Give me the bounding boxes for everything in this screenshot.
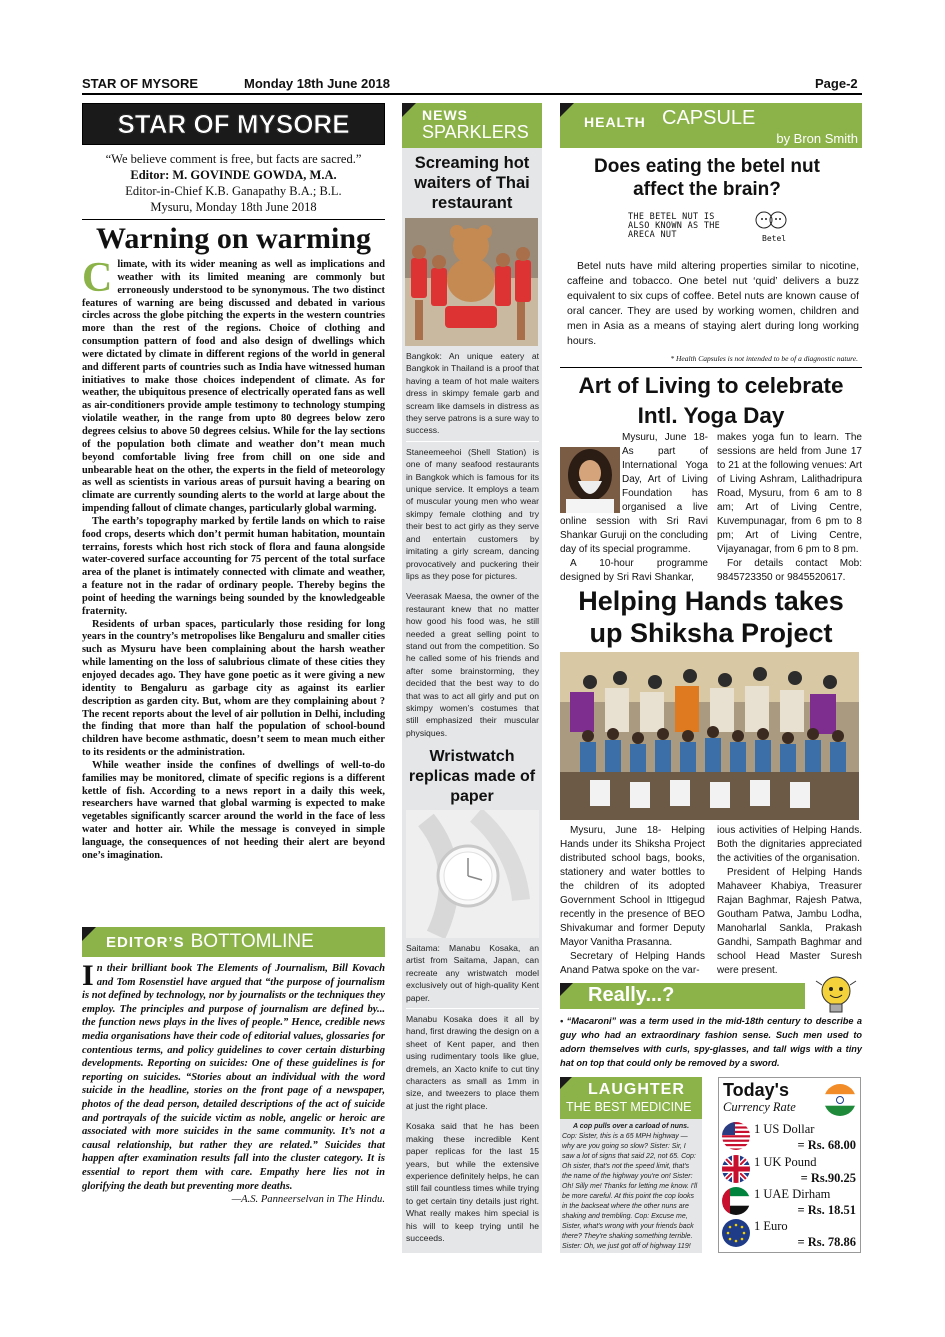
health-banner [560, 103, 862, 148]
helping-col1-p2: Secretary of Helping Hands Anand Patwa spoke on the var- [560, 951, 705, 976]
thai-waiters-photo [405, 218, 538, 346]
editorial-dropcap: C [82, 255, 113, 301]
bottomline-body [82, 959, 385, 1207]
helping-col1-p1: Mysuru, June 18- Helping Hands under its Shiksha Project distributed school bags, books, stationery and water bottles to the children of its adopted Government School in Ittigegud recently in the presence of BEO Shivakumar and former Deputy Mayor Vanitha Prasanna. [560, 825, 705, 948]
sparklers-story1-text [406, 350, 539, 739]
editorial-para-3: Residents of urban spaces, particularly those residing for long years in the country’s metropolises like Bengaluru and smaller cities such as Mysuru have been complaining about the harsh weather while lamenting on the loss of salubrious climate of these cities they enjoyed decades ago. They have gone poetic as it were giving a new identity to Bengaluru as garbage city as against its earlier description as garden city. But, whom are they complaining about ? The recent reports about the level of air pollution in Delhi, including the finding that more than half the population of school-bound children have become asthmatic, doesn’t seem to mean much either to its residents or the administration. [82, 618, 385, 759]
school-children-illustration [560, 652, 859, 820]
really-corner [560, 983, 573, 996]
header-page-number: Page-2 [815, 76, 858, 91]
laughter-banner [560, 1077, 702, 1119]
currency-gbp-name: 1 UK Pound [754, 1155, 817, 1169]
helping-col2-p1: ious activities of Helping Hands. Both the dignitaries appreciated the activities of the organisation. [717, 825, 862, 864]
health-headline: Does eating the betel nut affect the brain? [594, 156, 820, 200]
editorial-para-2: The earth’s topography marked by fertile lands on which to raise food crops, deserts which don’t permit human habitation, mountain terrains, forests which host rich stock of flora and fauna alongside water-covered surface accounting for 75 percent of the total surface area of the planet is intimately connected with climate and weather, a feature not in the radar of ordinary people. Thereby begins the point of heeding the warnings being sounded by the knowledgeable fraternity. [82, 515, 385, 617]
sparklers-label-b: SPARKLERS [422, 122, 529, 142]
currency-usd-value: = Rs. 68.00 [797, 1138, 856, 1152]
bottomline-label-a: EDITOR’S [106, 933, 185, 951]
editorial-para-1: limate, with its wider meaning as well as implications and weather with its limited meaning are commonly but erroneously understood to be synonymous. The two distinct features of warning are being discussed and debated in various circles across the globe pitching the experts in the western countries more than the rest of the regions. Choice of clothing and consumption pattern of food and also design of dwellings which were dictated by climate in different regions of the world in general and different parts of countries such as India have witnessed human initiatives to make those choices independent of climate. As for weather, the ubiquitous presence of electrically operated fans as well as air-conditioners provide ample testimony to technology stumping violatile weather, in the range from upto 80 degrees below zero degrees celsius to above 50 degrees celsius. While for the lay sections of the population both climate and weather don’t mean much beyond comfortable living free from chill on one side and unbearable heat on the other, the experts in the field of meteorology as well as scientists in various areas of pursuit having a bearing on climate are currently sounding alerts to the world at large about the impending fallout of climate changes, particularly global warming. [82, 259, 385, 515]
currency-eur-value: = Rs. 78.86 [797, 1235, 856, 1249]
us-flag-icon [722, 1122, 750, 1150]
paper-watch-illustration [406, 810, 539, 938]
masthead-editor-in-chief: Editor-in-Chief K.B. Ganapathy B.A.; B.L. [125, 184, 342, 198]
header-rule [82, 93, 862, 95]
health-rule [560, 367, 862, 368]
currency-row-usd [722, 1122, 858, 1152]
sparklers-story2-text [406, 942, 539, 1244]
bottomline-corner [82, 927, 96, 941]
currency-usd-name: 1 US Dollar [754, 1122, 815, 1136]
currency-aed-name: 1 UAE Dirham [754, 1187, 831, 1201]
masthead-dateline: Mysuru, Monday 18th June 2018 [150, 200, 317, 214]
uk-flag-icon [722, 1155, 750, 1183]
sparklers-corner [402, 103, 416, 117]
currency-eur-name: 1 Euro [754, 1219, 788, 1233]
helping-hands-photo [560, 652, 859, 820]
editorial-body [82, 255, 385, 863]
helping-col1 [560, 824, 705, 978]
really-banner [560, 983, 805, 1009]
yoga-col1-p2: A 10-hour programme designed by Sri Ravi Shankar, [560, 558, 708, 583]
helping-headline: Helping Hands takes up Shiksha Project [578, 586, 844, 648]
sparklers-story2-p3: Kosaka said that he has been making these incredible Kent paper replicas for the last 15 years, but while the extensive experience definitely helps, he can still fail countless times while trying to get certain tiny details just right. What really makes him special is his will to keep trying until he succeeds. [406, 1121, 539, 1243]
laughter-body [562, 1122, 700, 1252]
currency-subtitle: Currency Rate [723, 1100, 796, 1114]
bottomline-dropcap: I [82, 959, 94, 992]
yoga-col2 [717, 431, 862, 585]
yoga-col1 [560, 431, 708, 585]
currency-aed-value: = Rs. 18.51 [797, 1203, 856, 1217]
sparklers-story1-caption: Bangkok: An unique eatery at Bangkok in Thailand is a proof that having a team of hot male waiters dress in skimpy female garb and scream like damsels in distress as they serve patrons is a sure way to success. [406, 351, 539, 436]
uae-flag-icon [722, 1187, 750, 1215]
bottomline-banner [82, 927, 385, 957]
health-byline: by Bron Smith [776, 131, 858, 146]
yoga-headline: Art of Living to celebrate Intl. Yoga Day [578, 373, 844, 428]
health-body: Betel nuts have mild altering properties similar to nicotine, caffeine and tobacco. One betel nut ‘quid’ delivers a buzz equivalent to six cups of coffee. Betel nuts are known cause of oral cancer. They are used by working women, children and men in Asia as a means of staying alert during long working hours. [567, 260, 859, 347]
laughter-joke: Cop: Sister, this is a 65 MPH highway — why are you going so slow? Sister: Sir, I saw a lot of signs that said 22, not 65. Cop: Oh sister, that's not the speed limit, that's the name of the highway you're on! Sister: Oh! Silly me! Thanks for letting me know. I'll be more careful. At this point the cop looks in the backseat where the other nuns are shaking and trembling. Cop: Excuse me, Sister, what's wrong with your friends back there? They're shaking something terrible. Sister: Oh, we just got off of highway 119! [562, 1133, 698, 1250]
really-text-word: “Macaroni” [566, 1016, 617, 1026]
health-label-a: HEALTH [584, 114, 646, 130]
really-body [560, 1014, 862, 1070]
masthead-logo-box [82, 103, 385, 145]
thai-waiters-illustration [405, 218, 538, 346]
bottomline-text: n their brilliant book The Elements of Journalism, Bill Kovach and Tom Rosenstiel have argued that “the purpose of journalism is not defined by technology, nor by journalists or the techniques they employ. The principles and purpose of journalism are defined by... the function news plays in the lives of people.” Hence, credible news media organisations have their code of editorial values, glossaries for contentious terms, and policy guidelines to cover certain disturbing developments. Reporting on suicides: One of these guidelines is for reporting on suicides. “Stories about an individual with the word suicide in the headline, stories on the front page of a newspaper, photos of the dead person, detailed descriptions of the act of suicide and portrayals of the suicide victim as noble, angelic or heroic are associated with more suicides in the same community. It’s not a causal relationship, but rather they are related.” Suicides that happen after examination results fall into the cluster category. It is essential to report them with care. Empathy here lies not in glorifying the death but preventing more deaths. [82, 963, 385, 1192]
bottomline-credit: —A.S. Panneerselvan in The Hindu. [231, 1194, 385, 1206]
sparklers-story2-caption: Saitama: Manabu Kosaka, an artist from Saitama, Japan, can recreate any wristwatch model exclusively out of high-quality Kent paper. [406, 943, 539, 1003]
yoga-col2-p1: makes yoga fun to learn. The sessions are held from June 17 to 21 at the following venues: Art of Living Ashram, Lalithadripura Road, Mysuru, from 6 am to 8 am; Art of Living Centre, Kuvempunagar, from 6 pm to 8 pm; Art of Living Centre, Vijayanagar, from 6 pm to 8 pm. [717, 432, 862, 555]
currency-row-eur [722, 1219, 858, 1249]
health-cartoon-label: Betel [762, 234, 787, 243]
really-bullet: • [560, 1016, 567, 1026]
health-corner [560, 103, 574, 117]
yoga-col2-p2: For details contact Mob: 9845723350 or 9845520617. [717, 558, 862, 583]
health-cartoon-text: THE BETEL NUT IS ALSO KNOWN AS THE ARECA NUT [628, 212, 721, 240]
sparklers-story1-p2: Staneemeehoi (Shell Station) is one of many seafood restaurants in Bangkok which is famous for its unique service. It employs a team of muscular young men who wear skimpy female clothing and try their best to act girly as they serve and entertain customers by imitating a girly scream, dancing provocatively and puckering their lips as they pose for pictures. [406, 446, 539, 581]
india-flag-icon [823, 1083, 857, 1117]
editorial-para-4: While weather inside the confines of dwellings of well-to-do families may be monitored, climate of specific regions is a different kettle of fish. According to a news report in a daily this week, researchers have warned that global warming is expected to make vegetables significantly scarcer around the world in the face of less water and hotter air. While the message is conveyed in simple language, the consequences of not heeding their alert are beyond one’s imagination. [82, 759, 385, 861]
header-date: Monday 18th June 2018 [244, 76, 390, 91]
bottomline-label-b: BOTTOMLINE [190, 931, 314, 952]
editorial-headline: Warning on warming [95, 222, 372, 255]
masthead-motto: “We believe comment is free, but facts are sacred.” [105, 152, 362, 166]
masthead-logo: STAR OF MYSORE [117, 108, 350, 139]
health-disclaimer: * Health Capsules is not intended to be of a diagnostic nature. [670, 354, 858, 363]
yoga-col1-p1: Mysuru, June 18- As part of International Yoga Day, Art of Living Foundation has organised a live online session with Sri Ravi Shankar Guruji on the concluding day of its special programme. [560, 432, 708, 555]
paper-watch-photo [406, 810, 539, 938]
helping-col2-p2: President of Helping Hands Mahaveer Khabiya, Treasurer Rajan Baghmar, Rajesh Patwa, Goutham Patwa, Jambu Lodha, Manoharlal Sankla, Prakash Gandhi, Sampath Baghmar and school Head Master Suresh were present. [717, 867, 862, 976]
currency-title: Today's [723, 1080, 789, 1100]
currency-row-gbp [722, 1155, 858, 1185]
sparklers-label-a: NEWS [422, 107, 468, 123]
lightbulb-icon [812, 973, 860, 1017]
header-paper-name: STAR OF MYSORE [82, 76, 199, 91]
masthead-editor: Editor: M. GOVINDE GOWDA, M.A. [130, 168, 337, 182]
currency-row-aed [722, 1187, 858, 1217]
laughter-title: A cop pulls over a carload of nuns. [572, 1123, 690, 1130]
currency-gbp-value: = Rs.90.25 [800, 1171, 856, 1185]
health-label-b: CAPSULE [662, 107, 756, 129]
masthead-info [82, 151, 385, 215]
laughter-label-b: THE BEST MEDICINE [566, 1100, 692, 1114]
sparklers-story1-p3: Veerasak Maesa, the owner of the restaurant knew that no matter how good his food was, he still needed a great selling point to stand out from the competition. So he called some of his friends and after some brainstorming, they decided that the best way to do that was to act all girly and put on skimpy women’s costumes that still emphasized their muscular physiques. [406, 591, 539, 738]
helping-col2 [717, 824, 862, 978]
sparklers-banner [402, 103, 542, 148]
eu-flag-icon [722, 1219, 750, 1247]
masthead-rule [82, 219, 385, 220]
sparklers-story1-headline: Screaming hot waiters of Thai restaurant [414, 154, 530, 212]
sparklers-story2-p2: Manabu Kosaka does it all by hand, first drawing the design on a sheet of Kent paper, and then using rudimentary tools like glue, dremels, an Xacto knife to cut tiny characters as small as 1mm in size, and tweezers to place them at just the right place. [406, 1014, 539, 1111]
sparklers-story2-headline: Wristwatch replicas made of paper [408, 748, 536, 805]
really-label: Really...? [588, 984, 675, 1006]
really-text: was a term used in the mid-18th century to describe a guy who had an extraordinary fashion sense. Such men used to adorn themselves with curls, spy-glasses, and tall wigs with a tiny hat on top that could only be removed by a sword. [560, 1016, 862, 1068]
laughter-corner [560, 1077, 572, 1089]
laughter-label-a: LAUGHTER [588, 1081, 685, 1098]
health-cartoon [622, 208, 807, 248]
